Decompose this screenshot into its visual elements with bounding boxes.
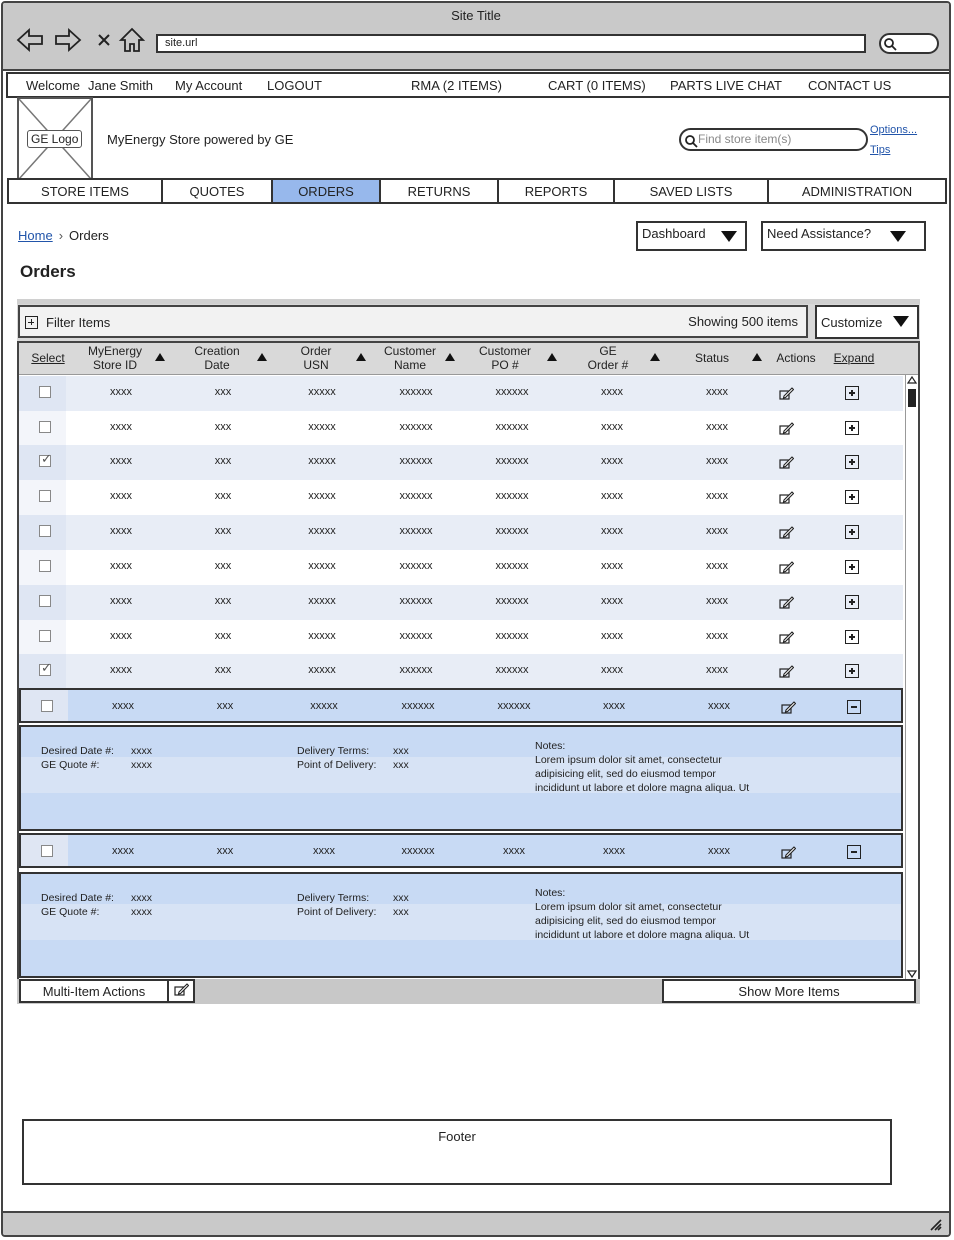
table-row[interactable]: [19, 688, 903, 723]
filter-items-toggle[interactable]: [18, 305, 808, 338]
cell-usn: xxxxx: [308, 560, 336, 572]
dashboard-dropdown[interactable]: [636, 221, 747, 251]
detail-notes-text: adipisicing elit, sed do eiusmod tempor: [535, 768, 716, 780]
row-checkbox[interactable]: [39, 455, 51, 467]
footer-label: Footer: [438, 1129, 476, 1144]
search-options-link[interactable]: Options...: [870, 124, 918, 136]
detail-ge-quote-label: GE Quote #:: [41, 759, 100, 771]
detail-desired-date-value: xxxx: [131, 892, 152, 904]
store-name: MyEnergy Store powered by GE: [107, 132, 294, 147]
column-creation-date[interactable]: [181, 344, 253, 372]
detail-notes-text: adipisicing elit, sed do eiusmod tempor: [535, 915, 716, 927]
customize-label: Customize: [821, 315, 883, 330]
cell-status: xxxx: [708, 700, 730, 712]
logo-label: GE Logo: [27, 130, 82, 148]
table-row[interactable]: [19, 833, 903, 868]
sort-up-icon[interactable]: [650, 353, 660, 361]
cell-name: xxxxxx: [399, 560, 433, 572]
expand-plus-icon: [25, 316, 38, 329]
cell-usn: xxxxx: [308, 525, 336, 537]
multi-item-actions-button[interactable]: Multi-Item Actions: [19, 979, 169, 1003]
chevron-down-icon: [893, 316, 909, 327]
browser-titlebar: [3, 3, 949, 71]
orders-grid: [17, 341, 920, 981]
column-ge-order-line1: GE: [599, 344, 617, 358]
cell-ge-order: xxxx: [601, 664, 623, 676]
expand-plus-icon[interactable]: [845, 421, 859, 435]
cell-po: xxxxxx: [495, 525, 529, 537]
page-footer: [22, 1119, 892, 1185]
cell-date: xxx: [216, 700, 234, 712]
home-icon[interactable]: [117, 25, 147, 55]
column-store-id[interactable]: [79, 344, 151, 372]
sort-up-icon[interactable]: [752, 353, 762, 361]
cell-date: xxx: [214, 560, 232, 572]
column-expand[interactable]: Expand: [833, 351, 875, 365]
cell-ge-order: xxxx: [601, 560, 623, 572]
search-icon: [684, 134, 698, 148]
edit-icon[interactable]: [779, 665, 794, 678]
cell-store-id: xxxx: [112, 700, 134, 712]
cell-status: xxxx: [706, 664, 728, 676]
search-tips-link[interactable]: Tips: [870, 144, 891, 156]
cell-date: xxx: [214, 421, 232, 433]
column-cust-po-line2: PO #: [491, 358, 519, 372]
row-checkbox[interactable]: [39, 630, 51, 642]
row-checkbox[interactable]: [39, 525, 51, 537]
cell-name: xxxxxx: [399, 525, 433, 537]
detail-point-of-delivery-label: Point of Delivery:: [297, 759, 377, 771]
column-actions: Actions: [776, 351, 816, 365]
row-checkbox[interactable]: [39, 664, 51, 676]
cell-po: xxxxxx: [495, 595, 529, 607]
column-cust-name-line1: Customer: [383, 344, 436, 358]
cell-status: xxxx: [706, 630, 728, 642]
need-assistance-dropdown[interactable]: [761, 221, 926, 251]
grid-footer: [17, 979, 920, 1004]
detail-notes-text: incididunt ut labore et dolore magna aliqua. Ut: [535, 782, 750, 794]
column-creation-line1: Creation: [194, 344, 240, 358]
dashboard-dropdown-label: Dashboard: [642, 226, 706, 241]
rma-link[interactable]: RMA (2 ITEMS): [411, 78, 503, 93]
url-input[interactable]: site.url: [156, 34, 866, 53]
sort-up-icon[interactable]: [547, 353, 557, 361]
cell-po: xxxxxx: [495, 560, 529, 572]
row-detail-panel: [19, 725, 903, 831]
sort-up-icon[interactable]: [257, 353, 267, 361]
cell-store-id: xxxx: [110, 525, 132, 537]
account-nav-bar: [6, 72, 951, 98]
cell-ge-order: xxxx: [601, 595, 623, 607]
cell-usn: xxxx: [313, 845, 335, 857]
cell-status: xxxx: [706, 490, 728, 502]
column-usn-line2: USN: [303, 358, 329, 372]
column-usn-line1: Order: [300, 344, 332, 358]
cell-po: xxxxxx: [497, 700, 531, 712]
detail-delivery-terms-label: Delivery Terms:: [297, 892, 370, 904]
main-tabs: [7, 178, 947, 204]
forward-arrow-icon[interactable]: [53, 25, 83, 55]
filter-items-label: Filter Items: [46, 315, 111, 330]
show-more-items-button[interactable]: Show More Items: [662, 979, 916, 1003]
expand-plus-icon[interactable]: [845, 664, 859, 678]
row-checkbox[interactable]: [39, 595, 51, 607]
search-placeholder: Find store item(s): [698, 132, 792, 146]
cell-date: xxx: [214, 595, 232, 607]
cell-store-id: xxxx: [110, 455, 132, 467]
cell-usn: xxxxx: [310, 700, 338, 712]
collapse-minus-icon[interactable]: [847, 845, 861, 859]
expand-plus-icon[interactable]: [845, 525, 859, 539]
edit-icon[interactable]: [779, 491, 794, 504]
cell-usn: xxxxx: [308, 595, 336, 607]
breadcrumb: [18, 228, 109, 243]
column-store-id-line1: MyEnergy: [87, 344, 143, 358]
column-ge-order-line2: Order #: [587, 358, 629, 372]
column-cust-po-line1: Customer: [478, 344, 531, 358]
edit-icon[interactable]: [779, 456, 794, 469]
multi-item-edit-button[interactable]: [167, 979, 195, 1003]
cell-usn: xxxxx: [308, 664, 336, 676]
browser-window: [1, 1, 951, 1237]
item-count: Showing 500 items: [688, 314, 798, 329]
cell-store-id: xxxx: [110, 664, 132, 676]
browser-statusbar: [3, 1211, 949, 1235]
scroll-thumb[interactable]: [908, 389, 916, 407]
detail-ge-quote-value: xxxx: [131, 759, 152, 771]
expand-plus-icon[interactable]: [845, 560, 859, 574]
cell-po: xxxxxx: [495, 664, 529, 676]
cell-store-id: xxxx: [110, 421, 132, 433]
chevron-right-icon: ›: [58, 228, 64, 243]
table-row[interactable]: [19, 515, 903, 550]
tab-reports[interactable]: REPORTS: [497, 178, 615, 204]
grid-scrollbar[interactable]: [905, 375, 918, 979]
column-order-usn[interactable]: [281, 344, 351, 372]
grid-header: [19, 343, 918, 375]
cell-name: xxxxxx: [399, 386, 433, 398]
cell-date: xxx: [214, 455, 232, 467]
cell-date: xxx: [216, 845, 234, 857]
cell-po: xxxx: [503, 845, 525, 857]
edit-icon[interactable]: [781, 701, 796, 714]
cell-store-id: xxxx: [110, 560, 132, 572]
cell-ge-order: xxxx: [601, 386, 623, 398]
breadcrumb-current: Orders: [69, 228, 109, 243]
cell-po: xxxxxx: [495, 386, 529, 398]
back-arrow-icon[interactable]: [15, 25, 45, 55]
table-row[interactable]: [19, 376, 903, 411]
logout-link[interactable]: LOGOUT: [267, 78, 322, 93]
sort-up-icon[interactable]: [356, 353, 366, 361]
cell-status: xxxx: [706, 386, 728, 398]
row-checkbox[interactable]: [41, 700, 53, 712]
detail-notes-label: Notes:: [535, 887, 566, 899]
row-checkbox[interactable]: [41, 845, 53, 857]
table-row[interactable]: [19, 585, 903, 620]
column-select[interactable]: Select: [31, 351, 65, 365]
cell-po: xxxxxx: [495, 490, 529, 502]
cell-name: xxxxxx: [399, 595, 433, 607]
row-checkbox[interactable]: [39, 386, 51, 398]
cell-store-id: xxxx: [110, 630, 132, 642]
cell-name: xxxxxx: [401, 700, 435, 712]
breadcrumb-home-link[interactable]: Home: [18, 228, 53, 243]
cell-date: xxx: [214, 630, 232, 642]
edit-icon[interactable]: [779, 422, 794, 435]
cell-ge-order: xxxx: [601, 630, 623, 642]
detail-point-of-delivery-label: Point of Delivery:: [297, 906, 377, 918]
edit-icon[interactable]: [779, 631, 794, 644]
row-checkbox[interactable]: [39, 490, 51, 502]
table-row[interactable]: [19, 480, 903, 515]
tab-quotes[interactable]: QUOTES: [161, 178, 273, 204]
cell-name: xxxxxx: [399, 421, 433, 433]
cell-date: xxx: [214, 490, 232, 502]
detail-delivery-terms-label: Delivery Terms:: [297, 745, 370, 757]
tab-returns[interactable]: RETURNS: [379, 178, 499, 204]
cell-usn: xxxxx: [308, 490, 336, 502]
cell-status: xxxx: [708, 845, 730, 857]
cell-name: xxxxxx: [399, 664, 433, 676]
edit-icon[interactable]: [779, 561, 794, 574]
table-row[interactable]: [19, 445, 903, 480]
cell-store-id: xxxx: [112, 845, 134, 857]
edit-icon: [174, 983, 189, 996]
my-account-link[interactable]: My Account: [175, 78, 243, 93]
cell-po: xxxxxx: [495, 421, 529, 433]
column-customer-po[interactable]: [468, 344, 542, 372]
cell-date: xxx: [214, 525, 232, 537]
chevron-down-icon: [721, 231, 737, 242]
column-creation-line2: Date: [204, 358, 230, 372]
expand-plus-icon[interactable]: [845, 490, 859, 504]
detail-point-of-delivery-value: xxx: [393, 759, 409, 771]
search-icon: [883, 37, 897, 51]
expand-plus-icon[interactable]: [845, 630, 859, 644]
cell-store-id: xxxx: [110, 490, 132, 502]
column-store-id-line2: Store ID: [92, 358, 137, 372]
cell-status: xxxx: [706, 455, 728, 467]
collapse-minus-icon[interactable]: [847, 700, 861, 714]
cart-link[interactable]: CART (0 ITEMS): [548, 78, 646, 93]
table-row[interactable]: [19, 654, 903, 689]
need-assistance-label: Need Assistance?: [767, 226, 872, 241]
sort-up-icon[interactable]: [445, 353, 455, 361]
column-customer-name[interactable]: [373, 344, 447, 372]
tab-administration[interactable]: ADMINISTRATION: [767, 178, 947, 204]
cell-ge-order: xxxx: [603, 845, 625, 857]
cell-po: xxxxxx: [495, 630, 529, 642]
ge-logo[interactable]: [17, 97, 93, 181]
cell-ge-order: xxxx: [601, 490, 623, 502]
welcome-label: Welcome: [26, 78, 80, 93]
tab-store-items[interactable]: STORE ITEMS: [7, 178, 163, 204]
edit-icon[interactable]: [781, 846, 796, 859]
edit-icon[interactable]: [779, 526, 794, 539]
table-row[interactable]: [19, 550, 903, 585]
cell-usn: xxxxx: [308, 455, 336, 467]
detail-notes-text: Lorem ipsum dolor sit amet, consectetur: [535, 901, 722, 913]
cell-ge-order: xxxx: [603, 700, 625, 712]
detail-notes-text: Lorem ipsum dolor sit amet, consectetur: [535, 754, 722, 766]
tab-orders[interactable]: ORDERS: [271, 178, 381, 204]
cell-name: xxxxxx: [399, 455, 433, 467]
column-cust-name-line2: Name: [393, 358, 426, 372]
cell-ge-order: xxxx: [601, 525, 623, 537]
cell-ge-order: xxxx: [601, 455, 623, 467]
table-row[interactable]: [19, 411, 903, 446]
close-icon[interactable]: [89, 25, 119, 55]
detail-notes-label: Notes:: [535, 740, 566, 752]
cell-usn: xxxxx: [308, 630, 336, 642]
chevron-down-icon: [890, 231, 906, 242]
detail-delivery-terms-value: xxx: [393, 745, 409, 757]
detail-notes-text: incididunt ut labore et dolore magna aliqua. Ut: [535, 929, 750, 941]
cell-status: xxxx: [706, 560, 728, 572]
column-status[interactable]: Status: [694, 351, 730, 365]
cell-ge-order: xxxx: [601, 421, 623, 433]
cell-po: xxxxxx: [495, 455, 529, 467]
cell-name: xxxxxx: [399, 630, 433, 642]
tab-saved-lists[interactable]: SAVED LISTS: [613, 178, 769, 204]
cell-status: xxxx: [706, 525, 728, 537]
row-detail-panel: [19, 872, 903, 978]
cell-name: xxxxxx: [399, 490, 433, 502]
detail-desired-date-label: Desired Date #:: [41, 892, 114, 904]
cell-name: xxxxxx: [401, 845, 435, 857]
customize-dropdown[interactable]: [815, 305, 919, 339]
detail-ge-quote-label: GE Quote #:: [41, 906, 100, 918]
detail-stripe: [21, 904, 901, 940]
expand-plus-icon[interactable]: [845, 455, 859, 469]
expand-plus-icon[interactable]: [845, 386, 859, 400]
cell-store-id: xxxx: [110, 386, 132, 398]
column-ge-order[interactable]: [573, 344, 643, 372]
scroll-up-icon[interactable]: [907, 375, 917, 385]
edit-icon[interactable]: [779, 596, 794, 609]
cell-date: xxx: [214, 386, 232, 398]
page-title: Orders: [20, 262, 76, 281]
detail-desired-date-value: xxxx: [131, 745, 152, 757]
detail-point-of-delivery-value: xxx: [393, 906, 409, 918]
detail-ge-quote-value: xxxx: [131, 906, 152, 918]
cell-status: xxxx: [706, 421, 728, 433]
detail-delivery-terms-value: xxx: [393, 892, 409, 904]
cell-usn: xxxxx: [308, 386, 336, 398]
cell-store-id: xxxx: [110, 595, 132, 607]
cell-status: xxxx: [706, 595, 728, 607]
expand-plus-icon[interactable]: [845, 595, 859, 609]
row-checkbox[interactable]: [39, 560, 51, 572]
contact-us-link[interactable]: CONTACT US: [808, 78, 892, 93]
table-row[interactable]: [19, 620, 903, 655]
user-name: Jane Smith: [88, 78, 154, 93]
parts-live-chat-link[interactable]: PARTS LIVE CHAT: [670, 78, 782, 93]
site-title: Site Title: [451, 8, 501, 23]
browser-search-field[interactable]: [879, 33, 939, 54]
resize-grip-icon[interactable]: [927, 1216, 943, 1232]
cell-date: xxx: [214, 664, 232, 676]
store-search-input[interactable]: [679, 128, 868, 151]
detail-desired-date-label: Desired Date #:: [41, 745, 114, 757]
edit-icon[interactable]: [779, 387, 794, 400]
scroll-down-icon[interactable]: [907, 969, 917, 979]
sort-up-icon[interactable]: [155, 353, 165, 361]
row-checkbox[interactable]: [39, 421, 51, 433]
detail-stripe: [21, 757, 901, 793]
cell-usn: xxxxx: [308, 421, 336, 433]
